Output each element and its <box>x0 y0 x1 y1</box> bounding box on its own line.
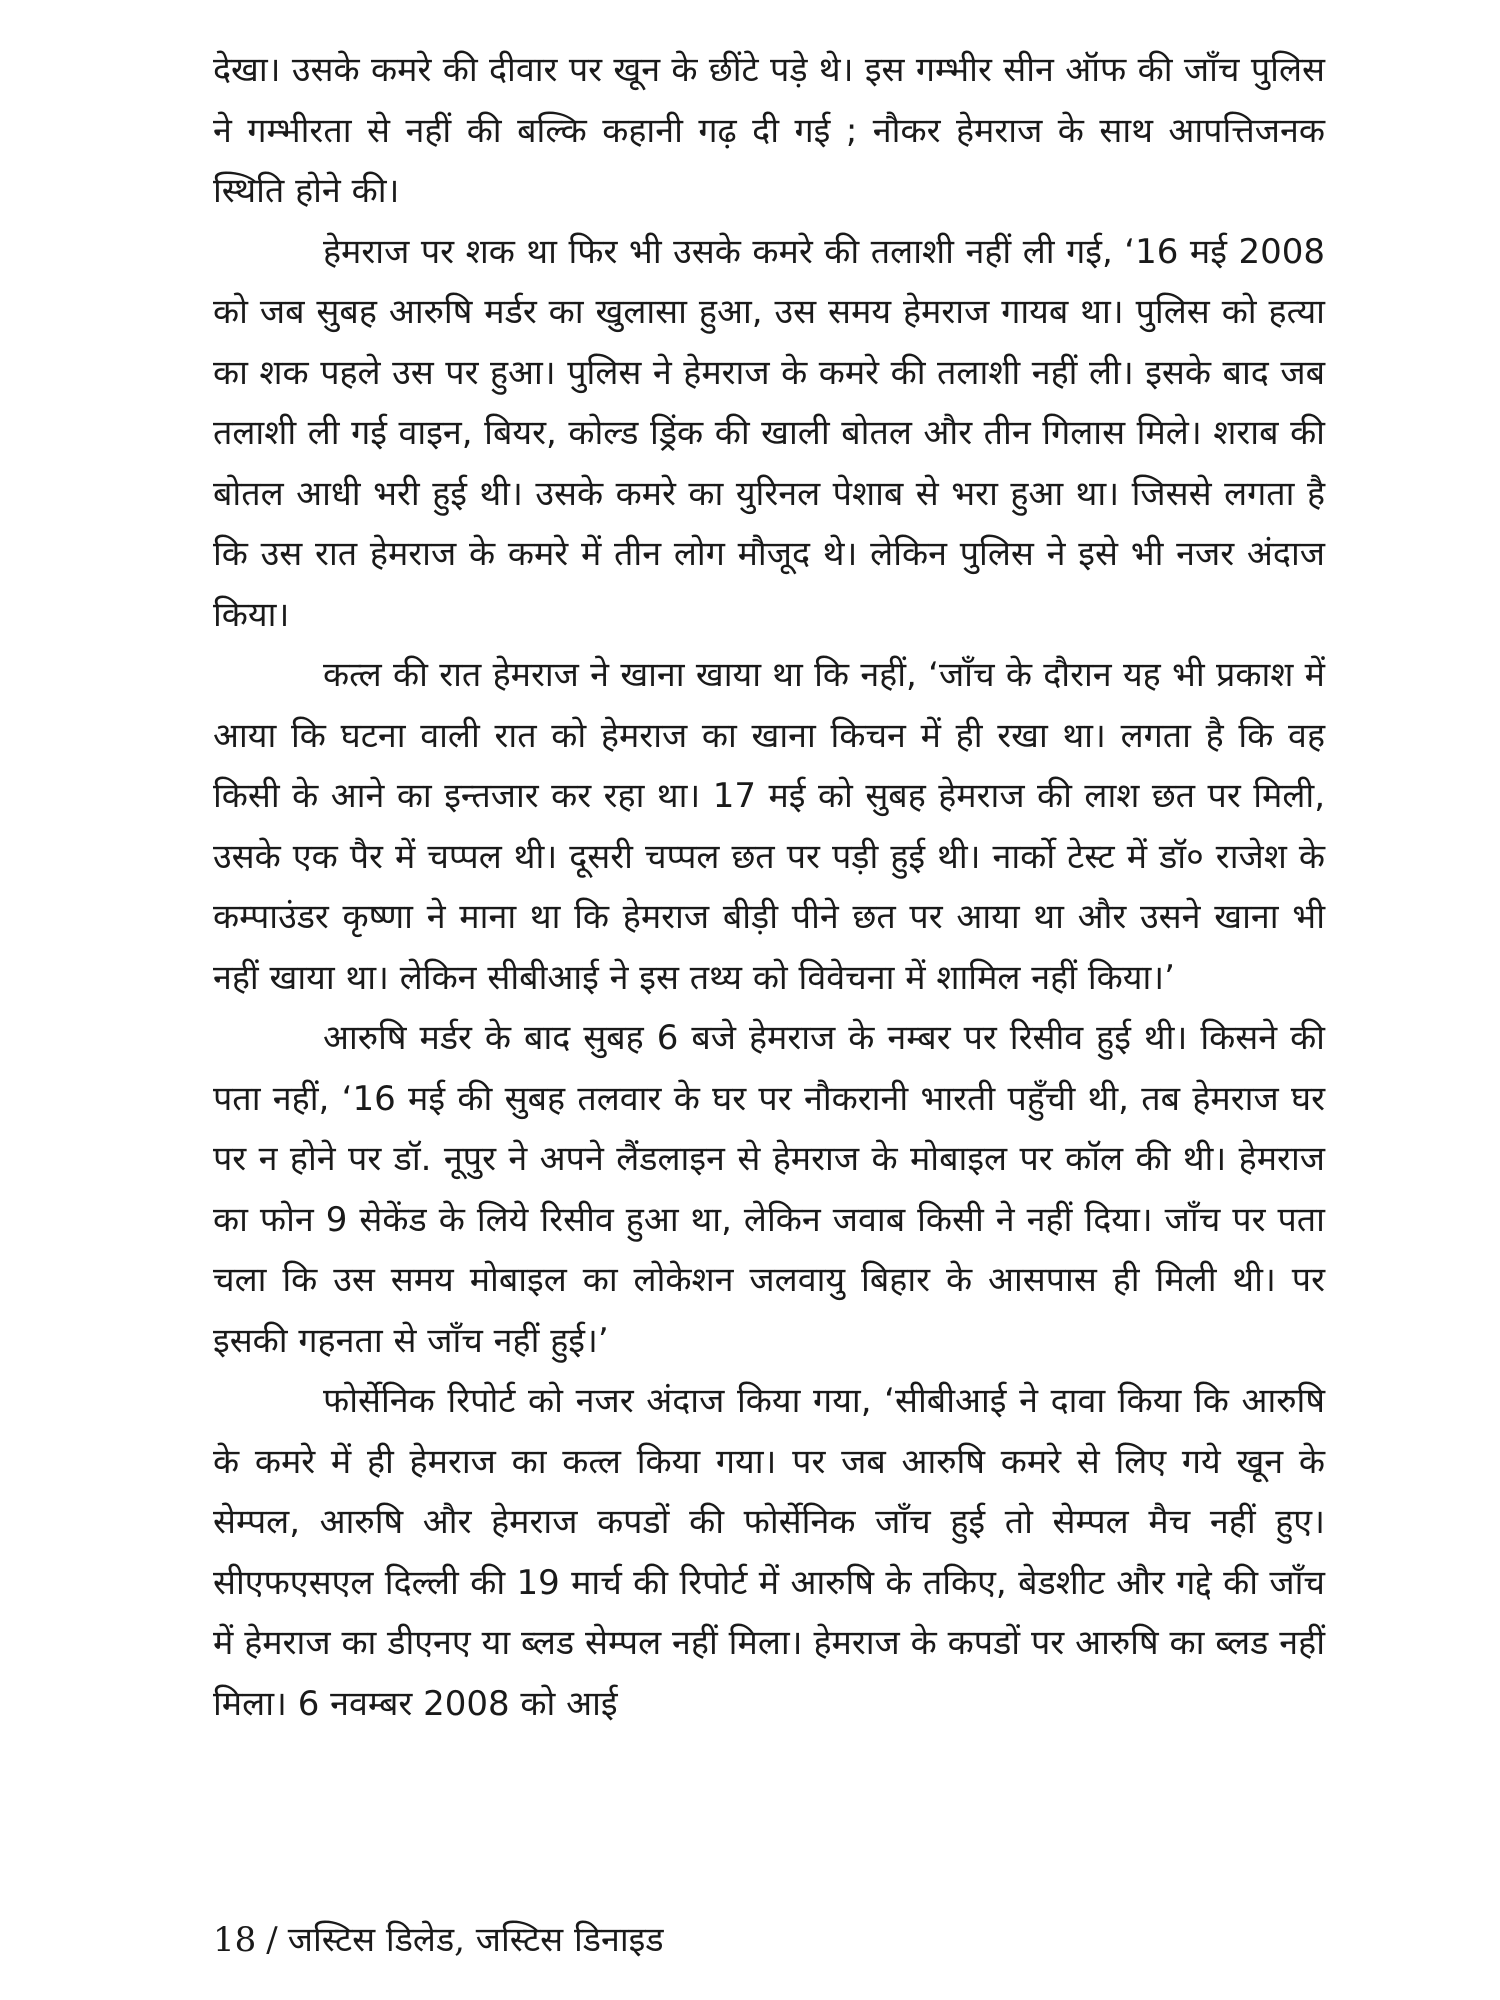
page-number: 18 <box>213 1920 257 1960</box>
footer-separator: / <box>266 1920 278 1960</box>
page-body <box>213 40 1325 1734</box>
book-title: जस्टिस डिलेड, जस्टिस डिनाइड <box>287 1920 664 1960</box>
paragraph-phone-call: आरुषि मर्डर के बाद सुबह 6 बजे हेमराज के नम्बर पर रिसीव हुई थी। किसने की पता नहीं, ‘16 मई की सुबह तलवार के घर पर नौकरानी भारती पहुँची थी, तब हेमराज घर पर न होने पर डॉ. नूपुर ने अपने लैंडलाइन से हेमराज के मोबाइल पर कॉल की थी। हेमराज का फोन 9 सेकेंड के लिये रिसीव हुआ था, लेकिन जवाब किसी ने नहीं दिया। जाँच पर पता चला कि उस समय मोबाइल का लोकेशन जलवायु बिहार के आसपास ही मिली थी। पर इसकी गहनता से जाँच नहीं हुई।’ <box>213 1018 1325 1361</box>
page-footer <box>213 1918 664 1962</box>
paragraph-forensic-report: फोर्सेनिक रिपोर्ट को नजर अंदाज किया गया, ‘सीबीआई ने दावा किया कि आरुषि के कमरे में ही हेमराज का कत्ल किया गया। पर जब आरुषि कमरे से लिए गये खून के सेम्पल, आरुषि और हेमराज कपडों की फोर्सेनिक जाँच हुई तो सेम्पल मैच नहीं हुए। सीएफएसएल दिल्ली की 19 मार्च की रिपोर्ट में आरुषि के तकिए, बेडशीट और गद्दे की जाँच में हेमराज का डीएनए या ब्लड सेम्पल नहीं मिला। हेमराज के कपडों पर आरुषि का ब्लड नहीं मिला। 6 नवम्बर 2008 को आई <box>213 1381 1325 1724</box>
paragraph-hemraj-dinner: कत्ल की रात हेमराज ने खाना खाया था कि नहीं, ‘जाँच के दौरान यह भी प्रकाश में आया कि घटना वाली रात को हेमराज का खाना किचन में ही रखा था। लगता है कि वह किसी के आने का इन्तजार कर रहा था। 17 मई को सुबह हेमराज की लाश छत पर मिली, उसके एक पैर में चप्पल थी। दूसरी चप्पल छत पर पड़ी हुई थी। नार्को टेस्ट में डॉ० राजेश के कम्पाउंडर कृष्णा ने माना था कि हेमराज बीड़ी पीने छत पर आया था और उसने खाना भी नहीं खाया था। लेकिन सीबीआई ने इस तथ्य को विवेचना में शामिल नहीं किया।’ <box>213 655 1325 998</box>
paragraph-hemraj-room-search: हेमराज पर शक था फिर भी उसके कमरे की तलाशी नहीं ली गई, ‘16 मई 2008 को जब सुबह आरुषि मर्डर का खुलासा हुआ, उस समय हेमराज गायब था। पुलिस को हत्या का शक पहले उस पर हुआ। पुलिस ने हेमराज के कमरे की तलाशी नहीं ली। इसके बाद जब तलाशी ली गई वाइन, बियर, कोल्ड ड्रिंक की खाली बोतल और तीन गिलास मिले। शराब की बोतल आधी भरी हुई थी। उसके कमरे का युरिनल पेशाब से भरा हुआ था। जिससे लगता है कि उस रात हेमराज के कमरे में तीन लोग मौजूद थे। लेकिन पुलिस ने इसे भी नजर अंदाज किया। <box>213 231 1325 635</box>
paragraph-continued: देखा। उसके कमरे की दीवार पर खून के छींटे पड़े थे। इस गम्भीर सीन ऑफ की जाँच पुलिस ने गम्भीरता से नहीं की बल्कि कहानी गढ़ दी गई ; नौकर हेमराज के साथ आपत्तिजनक स्थिति होने की। <box>213 50 1325 211</box>
